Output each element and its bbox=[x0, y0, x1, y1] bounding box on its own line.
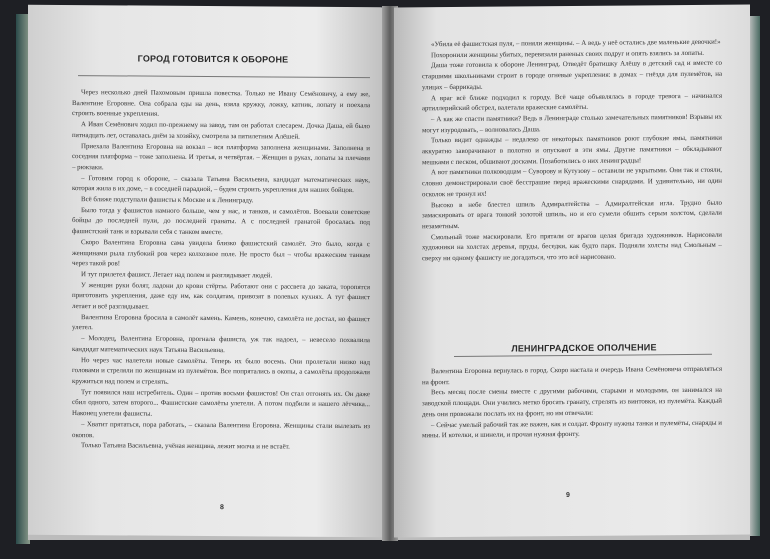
paragraph: И тут прилетел фашист. Летает над полем и разглядывает людей. bbox=[81, 271, 273, 280]
paragraph: Но через час налетели новые самолёты. Теперь их было восемь. Они пролетали низко над головами и стреляли по женщинам из пулемётов. Все попрятались в окопы, а самолёты продолжали кружиться над полем и стрелять. bbox=[72, 356, 370, 386]
paragraph: Смольный тоже маскировали. Его прятали от врагов целая бригада художников. Нарисовали художники на холстах деревья, пруды, беседки, как будто парк. Подняли холсты над Смольным – сверху ни одному фашисту не догадаться, что это всё нарисовано. bbox=[422, 231, 722, 263]
chapter-heading: ГОРОД ГОТОВИТСЯ К ОБОРОНЕ bbox=[137, 53, 289, 65]
paragraph: – Готовим город к обороне, – сказала Татьяна Васильевна, кандидат математических наук, которая жила в их доме, – в соседней парадной, – будем строить укрепления для наших бойцов. bbox=[72, 174, 370, 195]
right-page bbox=[394, 4, 750, 537]
paragraph: Похоронили женщины убитых, перевязали раненых своих подруг и опять взялись за лопаты. bbox=[431, 49, 704, 59]
paragraph: Через несколько дней Пахомовым пришла повестка. Только не Ивану Семёновичу, а ему же, Валентине Егоровне. Она собрала еды на день, взяла кружку, ложку, катник, лопату и поехала строить военные укрепления. bbox=[72, 89, 370, 119]
paragraph: А вот памятники полководцам – Суворову и Кутузову – оставили не укрытыми. Они так и стояли, словно демонстрировали своё бесстрашие перед вражескими снарядами. И удивительно, ни один осколок не тронул их! bbox=[422, 167, 722, 199]
paragraph: – Сейчас умелый рабочий так же важен, как и солдат. Фронту нужны танки и пулемёты, снаряды и мины. И котелки, и шинели, и прочая нужная фронту. bbox=[422, 419, 722, 440]
paragraph: «Убила её фашистская пуля, – поняли женщины. – А ведь у неё остались две маленькие девочки!» bbox=[431, 38, 721, 49]
paragraph: – Хватит прятаться, пора работать, – сказала Валентина Егоровна. Женщины стали вылезать из окопов. bbox=[72, 420, 370, 439]
heading-rule bbox=[78, 75, 370, 78]
paragraph: Только Татьяна Васильевна, учёная женщина, лежит молча и не встаёт. bbox=[81, 442, 290, 451]
paragraph: А Иван Семёнович ходил по-прежнему на завод, там он работал слесарем. Дочка Даша, ей было пятнадцать лет, оставалась днём за хозяйку, смотрела за пятилетним Алёшей. bbox=[72, 121, 370, 141]
chapter-heading: ЛЕНИНГРАДСКОЕ ОПОЛЧЕНИЕ bbox=[511, 342, 657, 354]
paragraph: Тут появился наш истребитель. Один – против восьми фашистов! Он стал отгонять их. Он даже сбил одного, затем второго... Фашистские самолёты улетели. А потом подбили и нашего лётчика... Наконец улетели фашисты. bbox=[72, 388, 370, 418]
paragraph: У женщин руки болят, ладони до крови стёрты. Работают они с рассвета до заката, торопятся приготовить укрепления, даже еду им, как солдатам, привозят в полевых кухнях. А тут фашист летает и всё разглядывает. bbox=[72, 281, 370, 311]
paragraph: Приехала Валентина Егоровна на вокзал – вся платформа заполнена женщинами. Заполнена и соседняя платформа – тоже заполнена. И третья, и четвёртая. – Женщин в руках, лопаты за плечами – рюкзаки. bbox=[72, 142, 370, 172]
page-number: 9 bbox=[566, 492, 570, 500]
paragraph: Высоко в небе блестел шпиль Адмиралтейства – Адмиралтейская игла. Трудно было замаскировать от врага тонкий золотой шпиль, но и его сумели обшить серым холстом, сделали незаметным. bbox=[422, 199, 722, 231]
right-page-text-top bbox=[422, 38, 722, 265]
paragraph: Всё ближе подступали фашисты к Москве и к Ленинграду. bbox=[81, 196, 254, 205]
paragraph: Было тогда у фашистов намного больше, чем у нас, и танков, и самолётов. Воевали советские бойцы до последней пули, до последней гранаты. А с последней гранатой бросалась под фашистский танк и взрывали себя с танком вместе. bbox=[72, 206, 370, 237]
left-page bbox=[28, 5, 388, 538]
left-page-text bbox=[72, 88, 370, 454]
paragraph: – Молодец, Валентина Егоровна, прогнала фашиста, уж так надоел, – невесело похвалила кандидат математических наук Татьяна Васильевна. bbox=[72, 335, 370, 354]
paragraph: Валентина Егоровна бросила в самолёт камень. Камень, конечно, самолёта не достал, но фашист улетел. bbox=[72, 313, 370, 332]
paragraph: А враг всё ближе подходил к городу. Всё чаще объявлялась в городе тревога – начинался артиллерийский обстрел, валетали вражеские самолёты. bbox=[422, 92, 722, 113]
right-page-text-bottom bbox=[422, 365, 722, 443]
paragraph: Валентина Егоровна вернулась в город. Скоро настала и очередь Ивана Семёновича отправляться на фронт. bbox=[422, 365, 722, 387]
paragraph: Только видит однажды – недалеко от некоторых памятников роют глубокие ямы, памятники аккуратно заворачивают в полотно и опускают в эти ямы. Другие памятники – обкладывают мешками с песком, обшивают досками. Позаботились о них ленинградцы! bbox=[422, 135, 722, 167]
paragraph: Даша тоже готовила к обороне Ленинград. Отведёт братишку Алёшу в детский сад и вместе со старшими школьниками строит в городе огневые укрепления: в домах – гнёзда для пулемётов, на улицах – баррикады. bbox=[422, 60, 722, 92]
paragraph: Скоро Валентина Егоровна сама увидела близко фашистский самолёт. Это было, когда с женщинами рыла глубокий ров через колхозное поле. Не просто был – чтобы вражеским танкам через такой ров! bbox=[72, 238, 370, 268]
heading-rule bbox=[454, 354, 712, 357]
page-number: 8 bbox=[220, 504, 224, 512]
paragraph: Весь месяц после смены вместе с другими рабочими, старыми и молодыми, он занимался на заводской площади. Они учились метко бросать гранату, стрелять из винтовки, из пулемёта. Каждый день они провожали послать их на фронт, но им отвечали: bbox=[422, 387, 722, 419]
book-spread bbox=[10, 6, 762, 556]
paragraph: – А как же спасти памятники? Ведь в Ленинграде столько замечательных памятников! Взрывы их могут изуродовать, – волновалась Даша. bbox=[422, 113, 722, 134]
